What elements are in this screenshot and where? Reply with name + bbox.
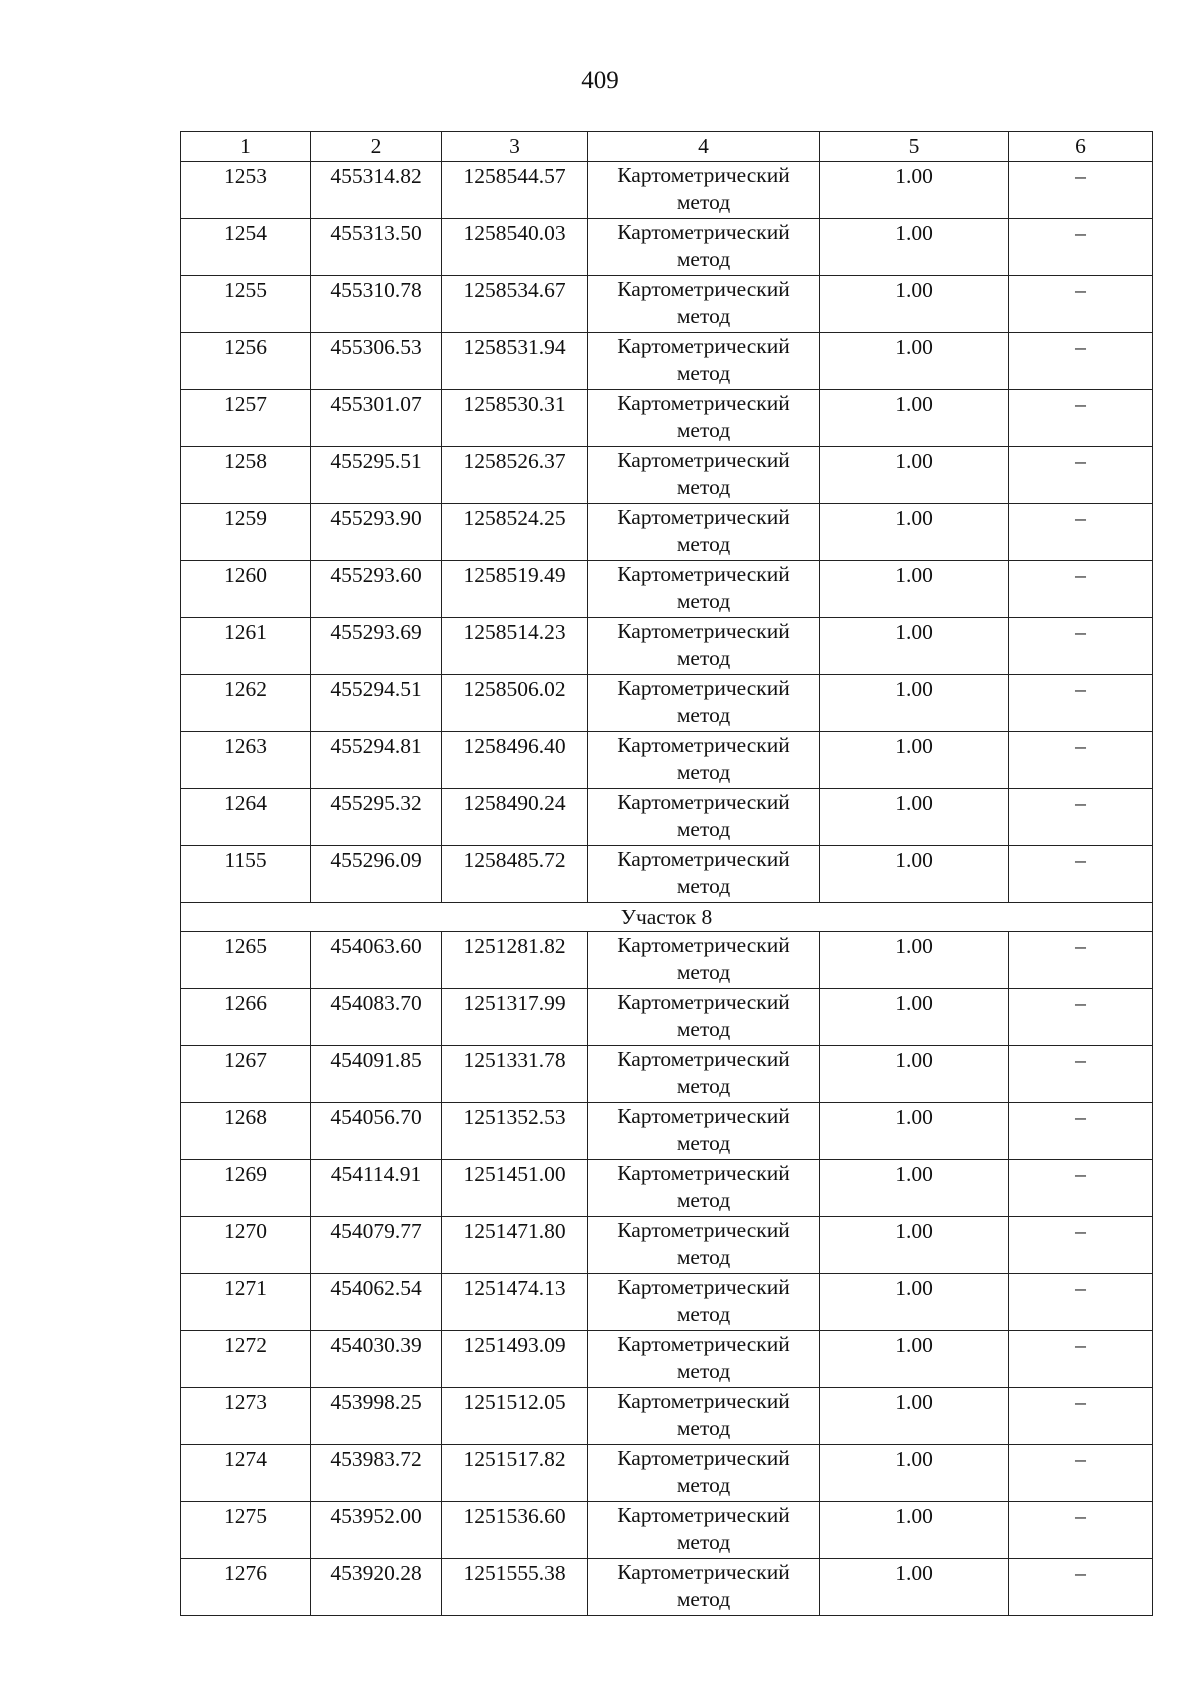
x-coordinate-cell: 455296.09 [311,846,442,903]
column-header: 5 [820,132,1009,162]
x-coordinate-cell: 455293.69 [311,618,442,675]
page-number: 409 [581,67,619,94]
x-coordinate-cell: 455295.51 [311,447,442,504]
method-cell: Картометрический метод [588,732,820,789]
y-coordinate-cell: 1251555.38 [442,1559,588,1616]
point-number-cell: 1265 [181,932,311,989]
x-coordinate-cell: 453998.25 [311,1388,442,1445]
table-row [181,276,1153,333]
x-coordinate-cell: 454114.91 [311,1160,442,1217]
note-cell: – [1009,504,1153,561]
table-row [181,504,1153,561]
note-cell: – [1009,276,1153,333]
y-coordinate-cell: 1258485.72 [442,846,588,903]
note-cell: – [1009,1160,1153,1217]
x-coordinate-cell: 453983.72 [311,1445,442,1502]
point-number-cell: 1263 [181,732,311,789]
accuracy-cell: 1.00 [820,1046,1009,1103]
x-coordinate-cell: 455301.07 [311,390,442,447]
point-number-cell: 1257 [181,390,311,447]
x-coordinate-cell: 455314.82 [311,162,442,219]
section-row [181,903,1153,932]
note-cell: – [1009,333,1153,390]
coordinates-table-body [181,132,1153,1616]
y-coordinate-cell: 1251512.05 [442,1388,588,1445]
method-cell: Картометрический метод [588,1502,820,1559]
method-cell: Картометрический метод [588,390,820,447]
y-coordinate-cell: 1251517.82 [442,1445,588,1502]
note-cell: – [1009,219,1153,276]
method-cell: Картометрический метод [588,989,820,1046]
point-number-cell: 1271 [181,1274,311,1331]
accuracy-cell: 1.00 [820,932,1009,989]
method-cell: Картометрический метод [588,1445,820,1502]
column-header: 3 [442,132,588,162]
accuracy-cell: 1.00 [820,162,1009,219]
method-cell: Картометрический метод [588,333,820,390]
note-cell: – [1009,162,1153,219]
table-row [181,1217,1153,1274]
y-coordinate-cell: 1251352.53 [442,1103,588,1160]
y-coordinate-cell: 1258506.02 [442,675,588,732]
accuracy-cell: 1.00 [820,219,1009,276]
note-cell: – [1009,390,1153,447]
table-row [181,789,1153,846]
point-number-cell: 1273 [181,1388,311,1445]
accuracy-cell: 1.00 [820,276,1009,333]
y-coordinate-cell: 1258514.23 [442,618,588,675]
accuracy-cell: 1.00 [820,1445,1009,1502]
x-coordinate-cell: 454030.39 [311,1331,442,1388]
accuracy-cell: 1.00 [820,846,1009,903]
accuracy-cell: 1.00 [820,618,1009,675]
accuracy-cell: 1.00 [820,504,1009,561]
note-cell: – [1009,618,1153,675]
point-number-cell: 1256 [181,333,311,390]
note-cell: – [1009,1445,1153,1502]
point-number-cell: 1267 [181,1046,311,1103]
method-cell: Картометрический метод [588,219,820,276]
x-coordinate-cell: 455294.51 [311,675,442,732]
note-cell: – [1009,1388,1153,1445]
accuracy-cell: 1.00 [820,447,1009,504]
table-row [181,561,1153,618]
x-coordinate-cell: 454056.70 [311,1103,442,1160]
note-cell: – [1009,789,1153,846]
table-row [181,1331,1153,1388]
x-coordinate-cell: 454062.54 [311,1274,442,1331]
point-number-cell: 1258 [181,447,311,504]
y-coordinate-cell: 1258531.94 [442,333,588,390]
point-number-cell: 1261 [181,618,311,675]
x-coordinate-cell: 453920.28 [311,1559,442,1616]
x-coordinate-cell: 455293.60 [311,561,442,618]
note-cell: – [1009,1046,1153,1103]
accuracy-cell: 1.00 [820,789,1009,846]
method-cell: Картометрический метод [588,1217,820,1274]
column-number-row [181,132,1153,162]
table-row [181,732,1153,789]
method-cell: Картометрический метод [588,932,820,989]
x-coordinate-cell: 454091.85 [311,1046,442,1103]
point-number-cell: 1255 [181,276,311,333]
y-coordinate-cell: 1258519.49 [442,561,588,618]
point-number-cell: 1254 [181,219,311,276]
table-row [181,675,1153,732]
table-row [181,219,1153,276]
accuracy-cell: 1.00 [820,732,1009,789]
point-number-cell: 1268 [181,1103,311,1160]
point-number-cell: 1275 [181,1502,311,1559]
x-coordinate-cell: 454083.70 [311,989,442,1046]
method-cell: Картометрический метод [588,846,820,903]
note-cell: – [1009,1103,1153,1160]
y-coordinate-cell: 1251536.60 [442,1502,588,1559]
point-number-cell: 1253 [181,162,311,219]
method-cell: Картометрический метод [588,1274,820,1331]
method-cell: Картометрический метод [588,789,820,846]
method-cell: Картометрический метод [588,276,820,333]
y-coordinate-cell: 1258490.24 [442,789,588,846]
method-cell: Картометрический метод [588,162,820,219]
column-header: 2 [311,132,442,162]
note-cell: – [1009,932,1153,989]
table-row [181,333,1153,390]
point-number-cell: 1262 [181,675,311,732]
y-coordinate-cell: 1258544.57 [442,162,588,219]
table-row [181,447,1153,504]
y-coordinate-cell: 1258540.03 [442,219,588,276]
accuracy-cell: 1.00 [820,1160,1009,1217]
table-row [181,1445,1153,1502]
point-number-cell: 1266 [181,989,311,1046]
x-coordinate-cell: 455306.53 [311,333,442,390]
method-cell: Картометрический метод [588,447,820,504]
point-number-cell: 1276 [181,1559,311,1616]
note-cell: – [1009,846,1153,903]
method-cell: Картометрический метод [588,1103,820,1160]
note-cell: – [1009,675,1153,732]
table-row [181,1502,1153,1559]
point-number-cell: 1264 [181,789,311,846]
table-row [181,1274,1153,1331]
x-coordinate-cell: 455295.32 [311,789,442,846]
y-coordinate-cell: 1258534.67 [442,276,588,333]
note-cell: – [1009,1274,1153,1331]
x-coordinate-cell: 454079.77 [311,1217,442,1274]
y-coordinate-cell: 1251331.78 [442,1046,588,1103]
column-header: 4 [588,132,820,162]
point-number-cell: 1259 [181,504,311,561]
y-coordinate-cell: 1251474.13 [442,1274,588,1331]
table-row [181,1103,1153,1160]
column-header: 1 [181,132,311,162]
x-coordinate-cell: 453952.00 [311,1502,442,1559]
note-cell: – [1009,989,1153,1046]
point-number-cell: 1274 [181,1445,311,1502]
x-coordinate-cell: 455294.81 [311,732,442,789]
y-coordinate-cell: 1251471.80 [442,1217,588,1274]
method-cell: Картометрический метод [588,561,820,618]
method-cell: Картометрический метод [588,1559,820,1616]
y-coordinate-cell: 1258524.25 [442,504,588,561]
note-cell: – [1009,1559,1153,1616]
method-cell: Картометрический метод [588,1046,820,1103]
table-row [181,1046,1153,1103]
column-header: 6 [1009,132,1153,162]
coordinates-table [180,131,1153,1616]
method-cell: Картометрический метод [588,1160,820,1217]
method-cell: Картометрический метод [588,504,820,561]
point-number-cell: 1272 [181,1331,311,1388]
note-cell: – [1009,1502,1153,1559]
x-coordinate-cell: 454063.60 [311,932,442,989]
x-coordinate-cell: 455313.50 [311,219,442,276]
accuracy-cell: 1.00 [820,1103,1009,1160]
y-coordinate-cell: 1251281.82 [442,932,588,989]
y-coordinate-cell: 1251451.00 [442,1160,588,1217]
table-row [181,1388,1153,1445]
table-row [181,989,1153,1046]
accuracy-cell: 1.00 [820,989,1009,1046]
note-cell: – [1009,447,1153,504]
y-coordinate-cell: 1258496.40 [442,732,588,789]
y-coordinate-cell: 1258530.31 [442,390,588,447]
accuracy-cell: 1.00 [820,333,1009,390]
accuracy-cell: 1.00 [820,1274,1009,1331]
method-cell: Картометрический метод [588,675,820,732]
x-coordinate-cell: 455293.90 [311,504,442,561]
x-coordinate-cell: 455310.78 [311,276,442,333]
note-cell: – [1009,1331,1153,1388]
point-number-cell: 1270 [181,1217,311,1274]
method-cell: Картометрический метод [588,1331,820,1388]
table-row [181,390,1153,447]
table-row [181,1559,1153,1616]
y-coordinate-cell: 1251317.99 [442,989,588,1046]
y-coordinate-cell: 1258526.37 [442,447,588,504]
accuracy-cell: 1.00 [820,390,1009,447]
accuracy-cell: 1.00 [820,1502,1009,1559]
point-number-cell: 1260 [181,561,311,618]
accuracy-cell: 1.00 [820,561,1009,618]
accuracy-cell: 1.00 [820,1217,1009,1274]
table-row [181,618,1153,675]
accuracy-cell: 1.00 [820,1559,1009,1616]
accuracy-cell: 1.00 [820,1388,1009,1445]
section-label: Участок 8 [181,903,1153,932]
method-cell: Картометрический метод [588,618,820,675]
note-cell: – [1009,1217,1153,1274]
accuracy-cell: 1.00 [820,1331,1009,1388]
note-cell: – [1009,561,1153,618]
table-row [181,1160,1153,1217]
y-coordinate-cell: 1251493.09 [442,1331,588,1388]
note-cell: – [1009,732,1153,789]
table-row [181,162,1153,219]
table-row [181,846,1153,903]
method-cell: Картометрический метод [588,1388,820,1445]
accuracy-cell: 1.00 [820,675,1009,732]
table-row [181,932,1153,989]
point-number-cell: 1269 [181,1160,311,1217]
point-number-cell: 1155 [181,846,311,903]
